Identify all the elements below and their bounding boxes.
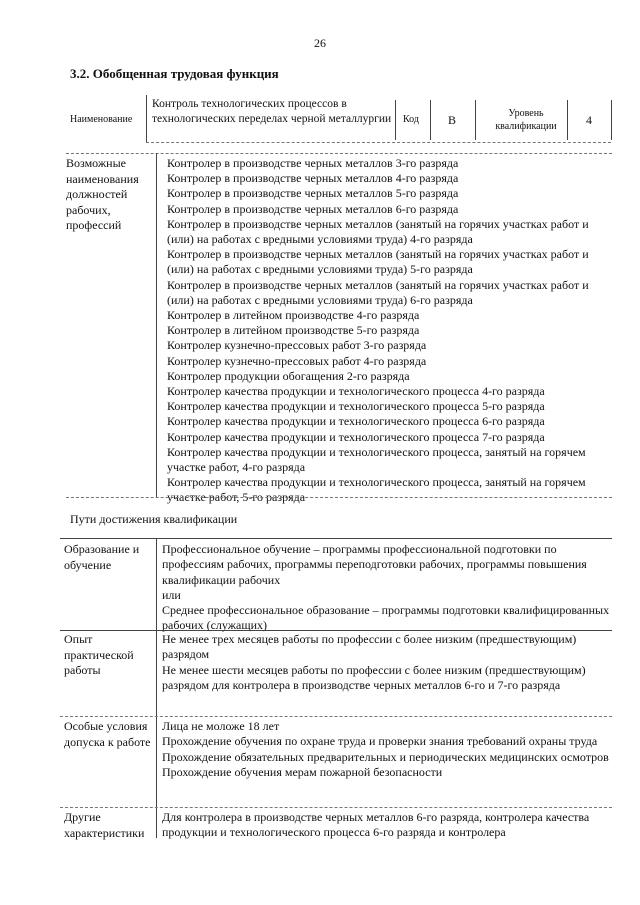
row-divider bbox=[60, 630, 612, 631]
divider bbox=[156, 538, 157, 838]
list-item: Контролер кузнечно-прессовых работ 4-го разряда bbox=[167, 353, 427, 368]
list-item: Контролер качества продукции и технологического процесса 5-го разряда bbox=[167, 399, 545, 414]
list-item: Контролер качества продукции и технологического процесса 7-го разряда bbox=[167, 429, 545, 444]
function-name: Контроль технологических процессов в технологических переделах черной металлургии bbox=[152, 98, 392, 125]
list-item: Контролер в производстве черных металлов 5-го разряда bbox=[167, 186, 459, 201]
admission-line: Лица не моложе 18 лет bbox=[162, 719, 280, 733]
row-divider bbox=[60, 716, 612, 717]
list-item: Контролер в производстве черных металлов 4-го разряда bbox=[167, 171, 459, 186]
list-item: Контролер в производстве черных металлов (занятый на горячих участках работ и (или) на работах с вредными условиями труда) 4-го разряда bbox=[167, 216, 589, 247]
admission-line: Прохождение обучения по охране труда и проверки знания требований охраны труда bbox=[162, 734, 598, 749]
code-value: В bbox=[448, 113, 457, 127]
level-label: Уровень квалификации bbox=[495, 108, 557, 132]
list-item: Контролер продукции обогащения 2-го разряда bbox=[167, 368, 410, 383]
education-line: или bbox=[162, 587, 181, 602]
section-title: 3.2. Обобщенная трудовая функция bbox=[70, 66, 279, 81]
level-value: 4 bbox=[586, 113, 592, 127]
divider bbox=[475, 100, 476, 140]
name-label: Наименование bbox=[70, 114, 133, 125]
admission-label: Особые условия допуска к работе bbox=[64, 719, 151, 749]
other-label: Другие характеристики bbox=[64, 810, 145, 840]
divider bbox=[567, 100, 568, 140]
education-cell bbox=[162, 542, 612, 634]
list-item: Контролер в производстве черных металлов 3-го разряда bbox=[167, 156, 459, 170]
admission-cell bbox=[162, 719, 612, 780]
code-label: Код bbox=[403, 114, 419, 125]
other-cell bbox=[162, 810, 612, 841]
row-divider bbox=[60, 807, 612, 808]
experience-label: Опыт практической работы bbox=[64, 632, 134, 677]
list-item: Контролер в производстве черных металлов (занятый на горячих участках работ и (или) на работах с вредными условиями труда) 6-го разряда bbox=[167, 277, 589, 307]
experience-line: Не менее шести месяцев работы по профессии с более низким (предшествующим) разрядом для контролера в производстве черных металлов 6-го и 7-го разряда bbox=[162, 662, 586, 692]
education-line: Среднее профессиональное образование – программы подготовки квалифицированных рабочих (служащих) bbox=[162, 603, 610, 633]
list-item: Контролер в литейном производстве 4-го разряда bbox=[167, 308, 420, 323]
list-item: Контролер в литейном производстве 5-го разряда bbox=[167, 323, 420, 338]
positions-label: Возможные наименования должностей рабочих, профессий bbox=[66, 156, 139, 232]
divider bbox=[146, 95, 147, 143]
list-item: Контролер в производстве черных металлов 6-го разряда bbox=[167, 201, 459, 216]
list-item: Контролер качества продукции и технологического процесса 4-го разряда bbox=[167, 384, 545, 399]
page-number: 26 bbox=[314, 36, 326, 50]
experience-cell bbox=[162, 632, 612, 693]
list-item: Контролер кузнечно-прессовых работ 3-го разряда bbox=[167, 338, 427, 353]
experience-line: Не менее трех месяцев работы по профессии с более низким (предшествующим) разрядом bbox=[162, 632, 577, 662]
positions-list bbox=[167, 156, 612, 506]
list-item: Контролер качества продукции и технологического процесса, занятый на горячем участке работ, 4-го разряда bbox=[167, 444, 586, 475]
other-line: Для контролера в производстве черных металлов 6-го разряда, контролера качества продукции и технологического процесса 6-го разряда и контролера bbox=[162, 810, 590, 840]
divider bbox=[156, 153, 157, 498]
table-top-line bbox=[66, 153, 612, 154]
list-item: Контролер качества продукции и технологического процесса, занятый на горячем участке работ, 5-го разряда bbox=[167, 475, 586, 505]
admission-line: Прохождение обучения мерам пожарной безопасности bbox=[162, 764, 443, 779]
divider bbox=[611, 100, 612, 140]
header-bottom-line bbox=[146, 142, 611, 143]
table-top-line bbox=[60, 538, 612, 539]
paths-title: Пути достижения квалификации bbox=[70, 512, 238, 526]
list-item: Контролер качества продукции и технологического процесса 6-го разряда bbox=[167, 414, 545, 429]
list-item: Контролер в производстве черных металлов (занятый на горячих участках работ и (или) на работах с вредными условиями труда) 5-го разряда bbox=[167, 247, 589, 277]
divider bbox=[430, 100, 431, 140]
education-line: Профессиональное обучение – программы профессиональной подготовки по профессиям рабочих, программы переподготовки рабочих, программы повышения квалификации рабочих bbox=[162, 542, 587, 587]
education-label: Образование и обучение bbox=[64, 542, 140, 572]
table-bottom-line bbox=[66, 497, 612, 498]
divider bbox=[395, 100, 396, 140]
admission-line: Прохождение обязательных предварительных и периодических медицинских осмотров bbox=[162, 749, 609, 764]
